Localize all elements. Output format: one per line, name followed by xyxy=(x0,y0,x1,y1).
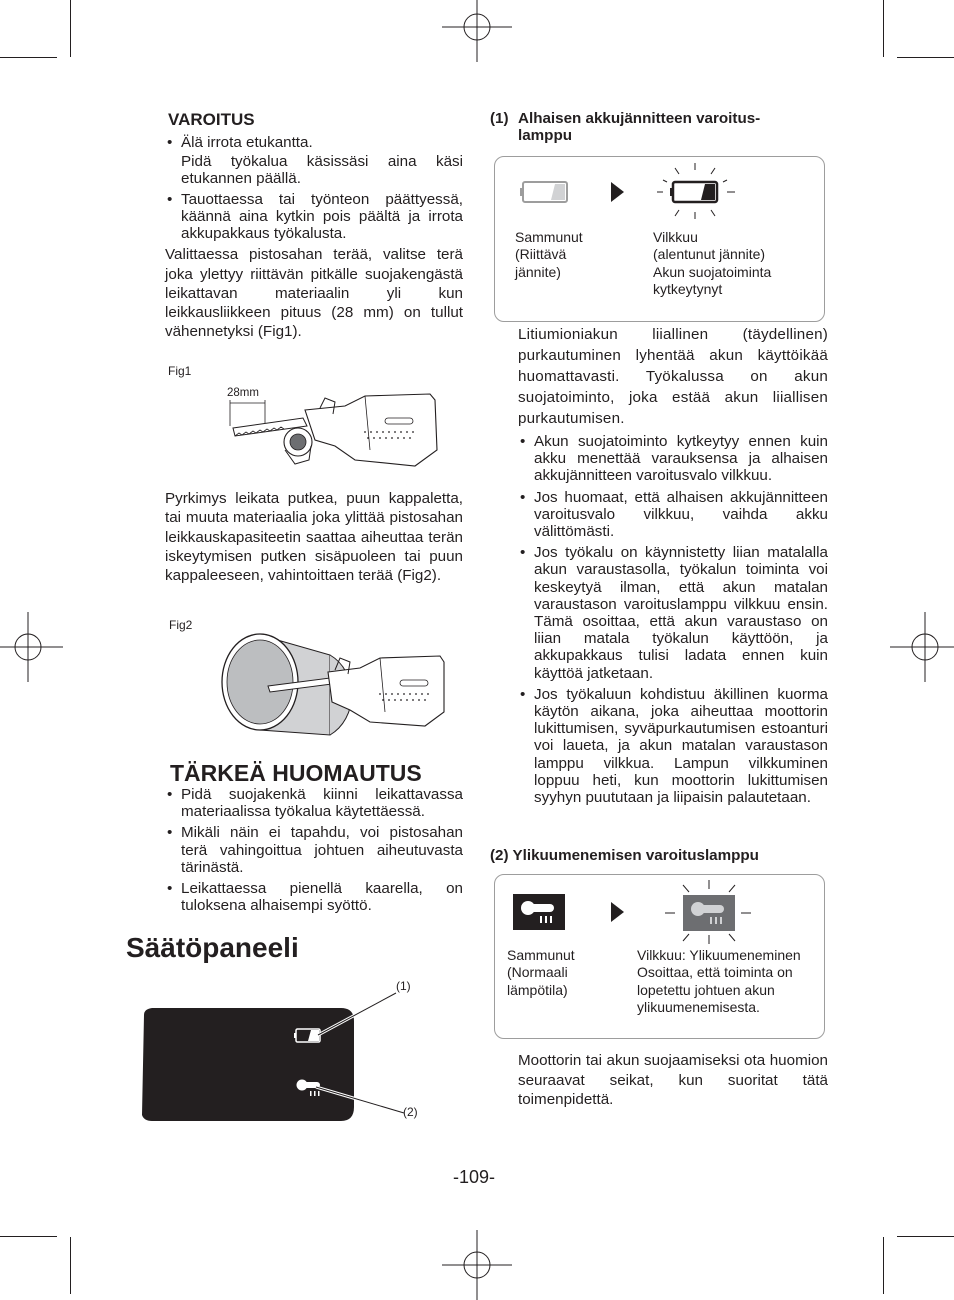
low-voltage-item: • Akun suojatoiminto kytkeytyy ennen kuin akku menettää varauksensa ja alhaisen akkujännitteen varoitusvalo vilkkuu. xyxy=(518,433,828,485)
control-panel-title: Säätöpaneeli xyxy=(126,932,299,963)
overheat-outro-paragraph: Moottorin tai akun suojaamiseksi ota huomion seuraavat seikat, kun suoritat tätä toimenpidettä. xyxy=(518,1052,828,1108)
thermometer-off-label: Sammunut (Normaali lämpötila) xyxy=(507,947,575,998)
important-item: • Mikäli näin ei tapahdu, voi pistosahan terä vahingoittua johtuen aiheutuvasta tärinästä. xyxy=(165,824,463,876)
fig2-illustration xyxy=(220,630,445,740)
warning-item: • Tauottaessa tai työnteon päättyessä, käännä aina kytkin pois päältä ja irrota akkupakkaus työkalusta. xyxy=(165,191,463,243)
registration-mark-left xyxy=(0,612,63,682)
registration-mark-bottom xyxy=(442,1230,512,1300)
registration-mark-top xyxy=(442,0,512,62)
arrow-right-icon xyxy=(609,181,625,203)
arrow-right-icon xyxy=(609,901,625,923)
battery-off-label: Sammunut (Riittävä jännite) xyxy=(515,229,583,280)
battery-blinking-icon xyxy=(655,160,737,220)
page-number: -109- xyxy=(453,1167,496,1187)
low-voltage-heading-text: Alhaisen akkujännitteen varoitus- lamppu xyxy=(518,110,761,145)
important-heading: TÄRKEÄ HUOMAUTUS xyxy=(170,760,422,786)
low-voltage-diagram xyxy=(494,156,825,322)
blade-selection-paragraph: Valittaessa pistosahan terää, valitse terä joka ylettyy riittävän pitkälle suojakengästä leikattavan materiaalin yli kun leikkausliikkeen pituus (28 mm) on tullut vähennetyksi (Fig1). xyxy=(165,246,463,341)
low-voltage-heading: (1) Alhaisen akkujännitteen varoitus- lamppu xyxy=(490,110,761,145)
thermometer-blinking-icon xyxy=(663,879,753,945)
important-item: • Pidä suojakenkä kiinni leikattavassa materiaalissa työkalua käytettäessä. xyxy=(165,786,463,820)
lithium-intro-paragraph: Litiumioniakun liiallinen (täydellinen) purkautuminen lyhentää akun käyttöikää huomattavasti. Työkalussa on akun suojatoiminto, joka estää akun liiallisen purkautumisen. xyxy=(518,326,828,427)
low-voltage-item: • Jos huomaat, että alhaisen akkujännitteen varoitusvalo vilkkuu, vaihda akku välittömästi. xyxy=(518,489,828,541)
overheat-heading: (2) Ylikuumenemisen varoituslamppu xyxy=(490,847,759,864)
control-panel-illustration xyxy=(136,975,436,1127)
warning-item-continuation: Pidä työkalua käsissäsi aina käsi etukannen päällä. xyxy=(181,153,463,188)
fig1-dimension: 28mm xyxy=(227,387,259,399)
fig1-illustration xyxy=(225,380,440,470)
warning-item: • Älä irrota etukantta. xyxy=(165,134,463,151)
low-voltage-item: • Jos työkalu on käynnistetty liian matalalla akun varaustasolla, työkalun toiminta voi keskeytyä ilman, että akun matalan varaustason varoituslamppu vilkkuu ensin. Tämä osoittaa, että akun varaustaso on liian matala työkalun käyttöön, ja akkupakkaus tulisi ladata ennen kuin käyttöä jatketaan. xyxy=(518,544,828,682)
callout-2: (2) xyxy=(403,1105,418,1119)
low-voltage-item: • Jos työkaluun kohdistuu äkillinen kuorma käytön aikana, joka aiheuttaa moottorin lukittumisen, syväpurkautumisen estoanturi voi laueta, ja akun matalan varaustason lamppu vilkkua. Lampun vilkkuminen loppuu heti, kun moottorin lukittumisen syyhyn puututaan ja liipaisin palautetaan. xyxy=(518,686,828,806)
thermometer-off-icon xyxy=(513,894,565,930)
fig2-label: Fig2 xyxy=(169,618,193,632)
warning-heading: VAROITUS xyxy=(168,110,255,129)
overheat-diagram xyxy=(494,874,825,1039)
pipe-cutting-paragraph: Pyrkimys leikata putkea, puun kappaletta, tai muuta materiaalia joka ylittää pistosahan leikkauskapasiteetin saattaa aiheuttaa terän iskeytymisen putken sisäpuoleen tai puun kappaleeseen, vahintoittaen terää (Fig2). xyxy=(165,490,463,585)
battery-blink-label: Vilkkuu (alentunut jännite) Akun suojatoiminta kytkeytynyt xyxy=(653,229,772,298)
important-item: • Leikattaessa pienellä kaarella, on tuloksena alhaisempi syöttö. xyxy=(165,880,463,914)
thermometer-blink-label: Vilkkuu: Ylikuumeneminen Osoittaa, että toiminta on lopetettu johtuen akun ylikuumenemisesta. xyxy=(637,947,801,1016)
callout-1: (1) xyxy=(396,979,411,993)
registration-mark-right xyxy=(890,612,954,682)
fig1-label: Fig1 xyxy=(168,364,192,378)
battery-off-icon xyxy=(519,177,571,205)
